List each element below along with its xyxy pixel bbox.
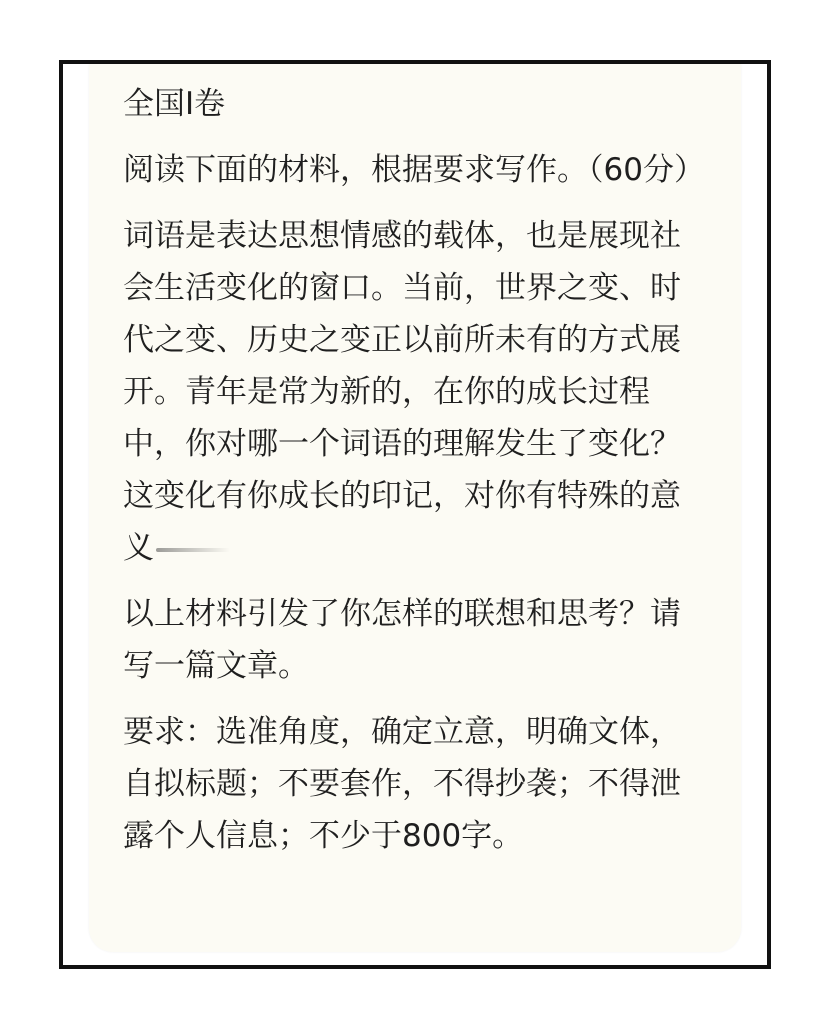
material-text — [123, 210, 703, 574]
prompt-text: 以上材料引发了你怎样的联想和思考？请写一篇文章。 — [123, 596, 681, 684]
streaming-cursor-icon — [156, 548, 230, 552]
material-body: 词语是表达思想情感的载体，也是展现社会生活变化的窗口。当前，世界之变、时代之变、历史之变正以前所未有的方式展开。青年是常为新的，在你的成长过程中，你对哪一个词语的理解发生了变化？这变化有你成长的印记，对你有特殊的意义 — [123, 218, 681, 566]
requirements-text: 要求：选准角度，确定立意，明确文体，自拟标题；不要套作，不得抄袭；不得泄露个人信息；不少于800字。 — [123, 714, 681, 854]
message-content — [123, 78, 703, 862]
screenshot-frame — [59, 60, 771, 969]
instruction-text: 阅读下面的材料，根据要求写作。（60分） — [123, 152, 705, 188]
exam-title: 全国I卷 — [123, 86, 226, 122]
